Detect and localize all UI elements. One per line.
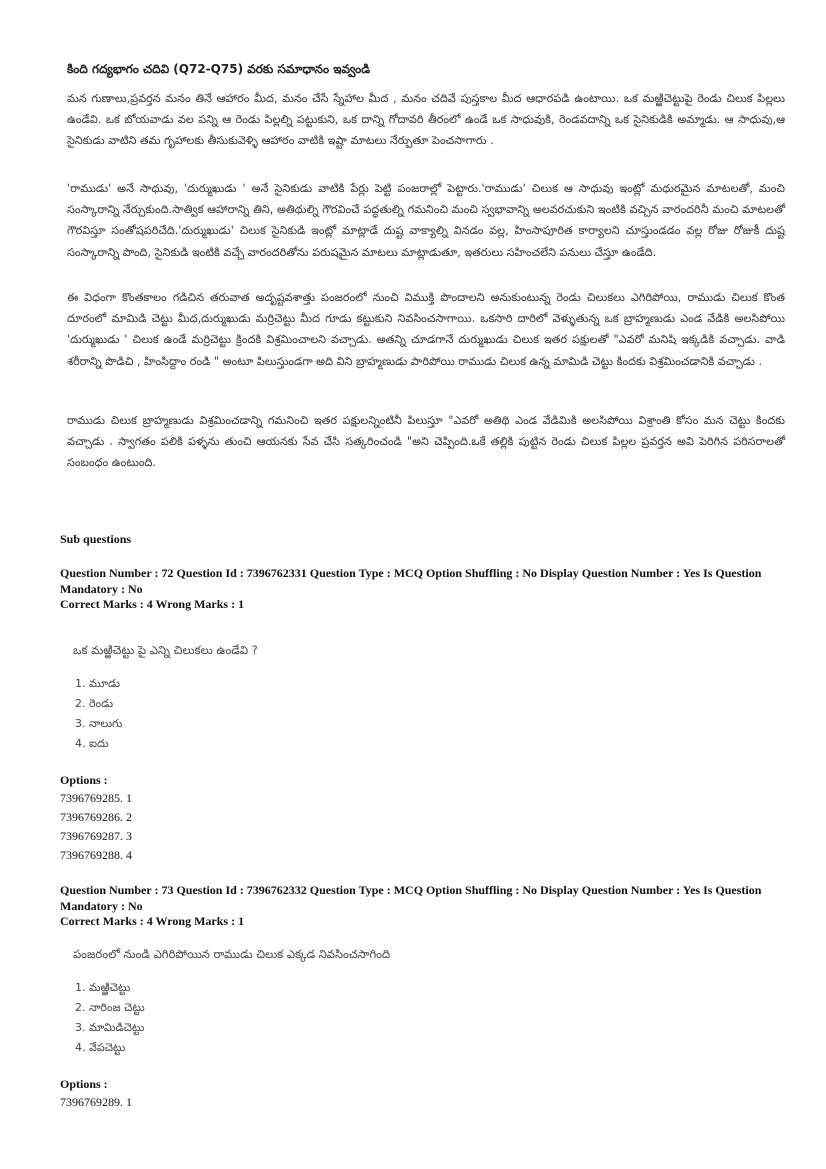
choice-item: 4. ఐదు xyxy=(75,737,109,750)
choice-item: 1. మూడు xyxy=(75,677,120,690)
question-73-text: పంజరంలో నుండి ఎగిరిపోయిన రాముడు చిలుక ఎక్కడ నివసించసాగింది xyxy=(73,947,391,961)
question-meta-line: Question Number : 73 Question Id : 7396762332 Question Type : MCQ Option Shuffling : No Display Question Number : Yes Is Question Mandatory : No xyxy=(60,883,762,913)
option-id: 7396769285. 1 xyxy=(60,791,132,805)
question-72-options-label: Options : xyxy=(60,773,108,787)
question-marks-line: Correct Marks : 4 Wrong Marks : 1 xyxy=(60,914,245,928)
choice-item: 4. వేపచెట్టు xyxy=(75,1041,126,1054)
sub-questions-label: Sub questions xyxy=(60,532,132,546)
passage-paragraph-1: మన గుణాలు,ప్రవర్తన మనం తినే ఆహారం మీద, మనం చేసే స్నేహాల మీద , మనం చదివే పుస్తకాల మీద ఆధారపడి ఉంటాయి. ఒక మఱ్ఱిచెట్టుపై రెండు చిలుక పిల్లలు ఉండేవి. ఒక బోయవాడు వల పన్ని ఆ రెండు పిల్లల్ని పట్టుకుని, ఒక దాన్ని గోదావరి తీరంలో ఉండే ఒక సాధువుకి, రెండవదాన్ని ఒక సైనికుడికి అమ్మాడు. ఆ సాధువు,ఆ సైనికుడు వాటిని తమ గృహాలకు తీసుకువెళ్ళి ఆహారం వాటికి ఇష్టా మాటలు నేర్పుతూ పెంచసాగారు . xyxy=(67,92,785,148)
question-72-meta xyxy=(60,566,780,613)
question-72-choices xyxy=(75,674,122,754)
question-73-choices xyxy=(75,978,145,1058)
choice-item: 1. మఱ్ఱిచెట్టు xyxy=(75,981,131,994)
question-72-text: ఒక మఱ్ఱిచెట్టు పై ఎన్ని చిలుకలు ఉండేవి ? xyxy=(73,643,258,657)
choice-item: 2. నారింజ చెట్టు xyxy=(75,1001,145,1014)
option-id: 7396769289. 1 xyxy=(60,1095,132,1109)
choice-item: 2. రెండు xyxy=(75,697,114,710)
question-marks-line: Correct Marks : 4 Wrong Marks : 1 xyxy=(60,597,245,611)
question-73-options xyxy=(60,1093,132,1112)
option-id: 7396769286. 2 xyxy=(60,810,132,824)
passage-paragraph-4: రాముడు చిలుక బ్రాహ్మణుడు విశ్రమించడాన్ని గమనించి ఇతర పక్షులన్నింటినీ పిలుస్తూ "ఎవరో అతిథి ఎండ వేడిమికి అలసిపోయి విశ్రాంతి కోసం మన చెట్టు కిందకు వచ్చాడు . స్వాగతం పలికి పళ్ళను తుంచి ఆయనకు సేవ చేసి సత్కరించండి "అని చెప్పింది.ఒకే తల్లికి పుట్టిన రెండు చిలుక పిల్లల ప్రవర్తన అవి పెరిగిన పరిసరాలతో సంబంధం ఉంటుంది. xyxy=(67,414,785,470)
question-meta-line: Question Number : 72 Question Id : 7396762331 Question Type : MCQ Option Shuffling : No Display Question Number : Yes Is Question Mandatory : No xyxy=(60,566,762,596)
option-id: 7396769287. 3 xyxy=(60,829,132,843)
passage-paragraph-2: 'రాముడు' అనే సాధువు, 'దుర్ముఖుడు ' అనే సైనికుడు వాటికి పేర్లు పెట్టి పంజరాల్లో పెట్టారు.'రాముడు' చిలుక ఆ సాధువు ఇంట్లో మధురమైన మాటలతో, మంచి సంస్కారాన్ని నేర్చుకుంది.సాత్విక ఆహారాన్ని తిని, అతిథుల్ని గౌరవించే పద్ధతుల్ని గమనించి మంచి స్వభావాన్ని అలవరచుకుని ఇంటికి వచ్చిన వారందరినీ మంచి మాటలతో గౌరవిస్తూ సంతోషపరిచేది.'దుర్ముఖుడు' చిలుక సైనికుడి ఇంట్లో మాట్లాడే దుష్ట వాక్యాల్ని వినడం వల్ల, హింసాపూరిత కార్యాలని చూస్తుండడం వల్ల రోజు రోజుకీ దుష్ట సంస్కారాన్ని పొంది, సైనికుడి ఇంటికి వచ్చే వారందరితోను పరుషమైన మాటలు మాట్లాడుతూ, ఇతరులు సహించలేని పనులు చేస్తూ ఉండేది. xyxy=(67,182,785,259)
choice-item: 3. మామిడిచెట్టు xyxy=(75,1021,145,1034)
passage-heading: కింది గద్యభాగం చదివి (Q72-Q75) వరకు సమాధానం ఇవ్వండి xyxy=(67,62,371,76)
choice-item: 3. నాలుగు xyxy=(75,717,123,730)
question-73-options-label: Options : xyxy=(60,1077,108,1091)
question-72-options xyxy=(60,789,132,865)
passage-paragraph-3: ఈ విధంగా కొంతకాలం గడిచిన తరువాత అదృష్టవశాత్తు పంజరంలో నుంచి విముక్తి పొందాలని అనుకుంటున్న రెండు చిలుకలు ఎగిరిపోయి, రాముడు చిలుక కొంత దూరంలో మామిడి చెట్టు మీద,దుర్ముఖుడు మర్రిచెట్టు మీద గూడు కట్టుకుని నివసించసాగాయి. ఒకసారి దారిలో వెళ్ళుతున్న ఒక బ్రాహ్మణుడు ఎండ వేడికి అలసిపోయి 'దుర్ముఖుడు ' చిలుక ఉండే మర్రిచెట్టు క్రిందకి విశ్రమించాలని వచ్చాడు. అతన్ని చూడగానే దుర్ముఖుడు చిలుక ఇతర పక్షులతో "ఎవరో మనిషి ఇక్కడికి వచ్చాడు. వాడి శరీరాన్ని పొడిచి , హింసిద్దాం రండి " అంటూ పిలుస్తుండగా అది విని బ్రాహ్మణుడు పారిపోయి రాముడు చిలుక ఉన్న మామిడి చెట్టు కిందకు విశ్రమించడానికి వచ్చాడు . xyxy=(67,291,785,368)
question-73-meta xyxy=(60,883,780,930)
option-id: 7396769288. 4 xyxy=(60,848,132,862)
